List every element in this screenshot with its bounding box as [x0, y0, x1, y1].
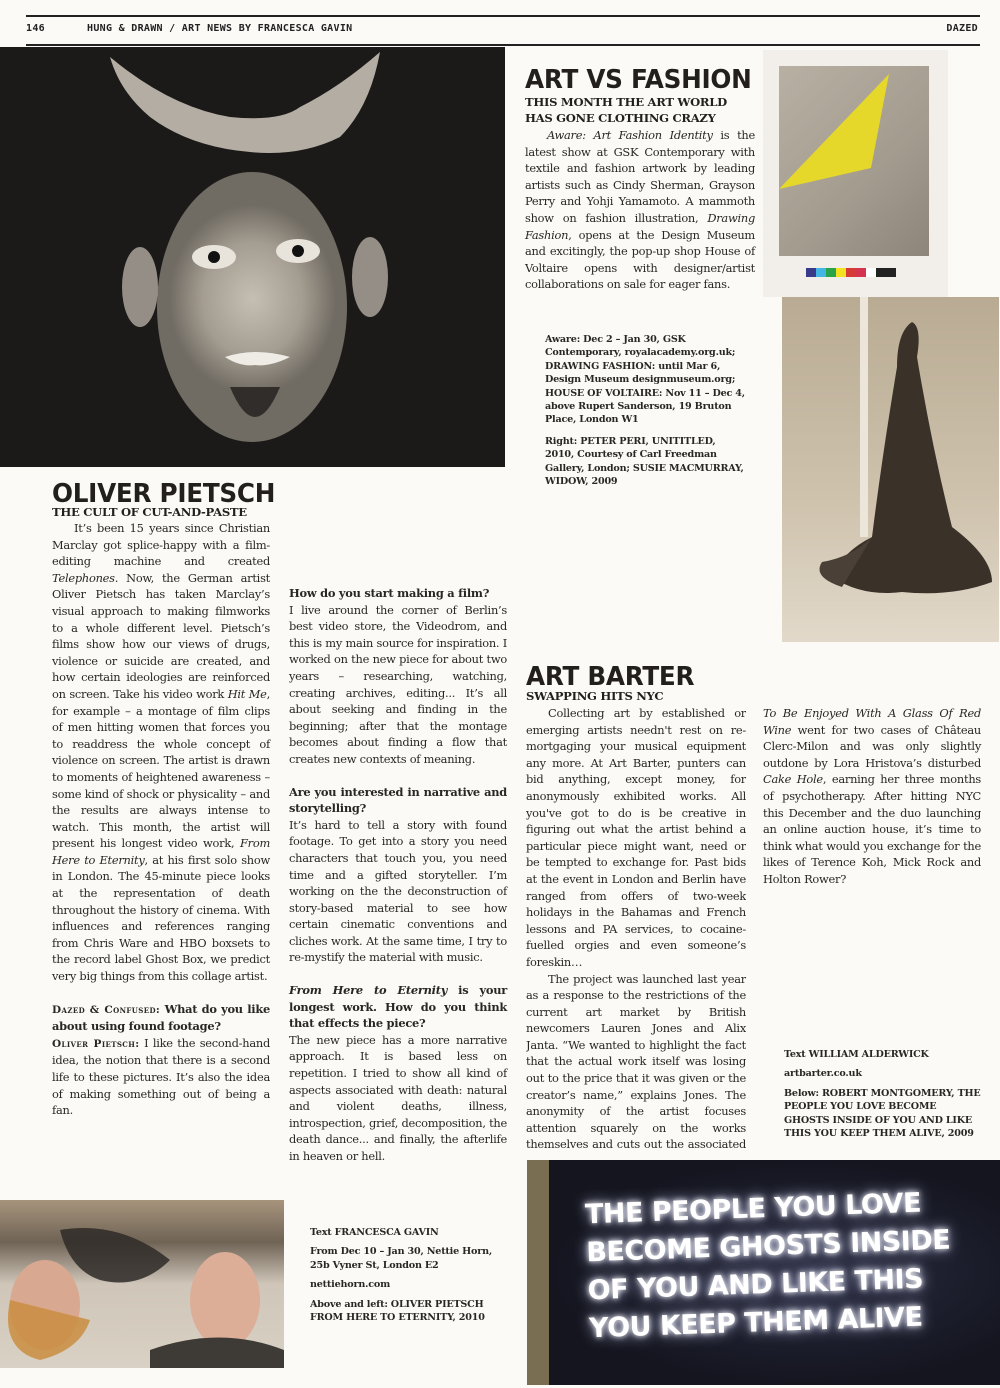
q1-speaker-label: Dazed & Confused:	[52, 1003, 161, 1016]
oliver-intro-4: , at his first solo show in London. The 45-minute piece looks at the representation of death throughout the history of cinema. With influences and references ranging from Chris Ware and HBO boxsets to the record label Ghost Box, we predict very big things from this collage artist.	[52, 852, 271, 984]
peri-artwork-photo	[763, 50, 948, 297]
widow-dress-photo	[782, 297, 999, 642]
fashion-italic-2: Drawing Fashion	[525, 210, 755, 242]
barter-italic-2: Cake Hole	[763, 772, 823, 787]
fashion-info	[545, 333, 745, 494]
oliver-intro-2: . Now, the German artist Oliver Pietsch has taken Marclay’s visual approach to making filmworks to a whole different level. Pietsch’s films show how our views of drugs, violence or suicide are created, and how certain ideologies are reinforced on screen. Take his video work	[52, 570, 270, 701]
feather-dress-shape	[782, 297, 999, 642]
fashion-italic-1: Aware: Art Fashion Identity	[547, 128, 713, 142]
barter-credits	[784, 1048, 984, 1146]
barter-paragraph-2b: went for two cases of Château Clerc-Milon and was only slightly outdone by Lora Hristova’s disturbed	[763, 722, 981, 770]
neon-artwork-photo	[527, 1160, 1000, 1385]
color-calibration-strip	[806, 268, 896, 277]
oliver-subtitle: THE CULT OF CUT-AND-PASTE	[52, 505, 247, 519]
a3-text: It’s hard to tell a story with found footage. To get into a story you need characters that touch you, you need time and a gifted storyteller. I’m working on the the deconstruction of story-based material to see how certain cinematic conventions and cliches work. At the same time, I try to re-mystify the material with music.	[289, 817, 507, 965]
oliver-intro-italic-3: From Here to Eternity	[52, 836, 270, 867]
fashion-caption: Right: PETER PERI, UNITITLED, 2010, Courtesy of Carl Freedman Gallery, London; SUSIE MACMURRAY, WIDOW, 2009	[545, 435, 744, 488]
barter-paragraph-2a: The project was launched last year as a response to the restrictions of the current art market by British newcomers Lauren Jones and Alix Janta. “We wanted to highlight the fact that the actual work itself was losing out to the price that it was given or the creator’s name,” explains Jones. The anonymity of the artist focuses attention squarely on the works themselves and cuts out the associated	[526, 971, 746, 1150]
barter-col2	[763, 705, 981, 888]
q4-italic: From Here to Eternity	[289, 983, 448, 998]
oliver-title: OLIVER PIETSCH	[52, 479, 276, 509]
barter-credit-website: artbarter.co.uk	[784, 1068, 862, 1080]
oliver-intro-1: It’s been 15 years since Christian Marclay got splice-happy with a film-editing machine and created	[52, 521, 270, 569]
q3-text: Are you interested in narrative and storytelling?	[289, 784, 507, 816]
oliver-credits	[310, 1226, 510, 1330]
oliver-credit-venue: From Dec 10 – Jan 30, Nettie Horn, 25b Vyner St, London E2	[310, 1246, 492, 1271]
fashion-text-2: , opens at the Design Museum and excitingly, the pop-up shop House of Voltaire opens with designer/artist collaborations on sale for eager fans.	[525, 227, 755, 292]
neon-line-2: BECOME GHOSTS INSIDE	[585, 1224, 951, 1269]
fashion-info-text: Aware: Dec 2 – Jan 30, GSK Contemporary, royalacademy.org.uk; DRAWING FASHION: until Mar 6, Design Museum designmuseum.org; HOUSE OF VOLTAIRE: Nov 11 – Dec 4, above Rupert Sanderson, 19 Bruton Place, London W1	[545, 334, 745, 426]
oliver-intro-italic-2: Hit Me	[227, 686, 267, 701]
barter-paragraph-2c: , earning her three months of psychotherapy. After hitting NYC this December and the duo launching an online auction house, it’s time to think what would you exchange for the likes of Terence Koh, Mick Rock and Holton Rower?	[763, 772, 981, 886]
yellow-triangle-shape	[779, 66, 929, 256]
oliver-intro-italic-1: Telephones	[52, 570, 115, 585]
barter-credit-caption: Below: ROBERT MONTGOMERY, THE PEOPLE YOU LOVE BECOME GHOSTS INSIDE OF YOU AND LIKE THIS YOU KEEP THEM ALIVE, 2009	[784, 1087, 981, 1140]
film-still-photo	[0, 1200, 284, 1368]
fashion-body	[525, 127, 755, 293]
q2-text: How do you start making a film?	[289, 586, 490, 600]
a2-text: I live around the corner of Berlin’s best video store, the Videodrom, and this is my main source for inspiration. I worked on the new piece for about two years – researching, watching, creating archives, editing... It’s all about seeking and finding in the beginning; after that the montage becomes about finding a flow that creates new contexts of meaning.	[289, 602, 507, 766]
upside-down-women-illustration	[0, 1200, 284, 1368]
neon-line-3: OF YOU AND LIKE THIS	[587, 1263, 924, 1307]
q4-text: is your longest work. How do you think that effects the piece?	[289, 983, 508, 1031]
main-portrait-photo	[0, 47, 505, 467]
oliver-intro-3: , for example – a montage of film clips of men hitting women that forces you to readdress the whole concept of violence on screen. The artist is drawn to moments of heightened awareness – some kind of shock or physicality – and the results are always intense to watch. This month, the artist will present his longest video work,	[52, 686, 270, 851]
oliver-credit-text: Text FRANCESCA GAVIN	[310, 1227, 439, 1238]
a1-speaker-label: Oliver Pietsch:	[52, 1037, 140, 1050]
barter-italic-1: To Be Enjoyed With A Glass Of Red Wine	[763, 706, 981, 737]
neon-text	[584, 1184, 953, 1349]
fashion-text-1: is the latest show at GSK Contemporary with textile and fashion artwork by leading artists such as Cindy Sherman, Grayson Perry and Yohji Yamamoto. A mammoth show on fashion illustration,	[525, 128, 755, 225]
oliver-interview-col2	[289, 585, 507, 1165]
barter-paragraph-1: Collecting art by established or emerging artists needn't rest on re-mortgaging your musical equipment any more. At Art Barter, punters can bid anything, except money, for anonymously exhibited works. All you've got to do is be creative in figuring out what the artist behind a particular piece might want, need or be tempted to exchange for. Past bids at the event in London and Berlin have ranged from offers of two-week holidays in the Bahamas and French lessons and PA services, to cocaine-fuelled orgies and even someone’s foreskin…	[526, 706, 746, 969]
devil-face-illustration	[0, 47, 505, 467]
a4-text: The new piece has a more narrative approach. It is based less on repetition. I tried to show all kind of aspects associated with death: natural and violent deaths, illness, introspection, grief, decomposition, the death dance... and finally, the afterlife in heaven or hell.	[289, 1032, 507, 1163]
page-number: 146	[26, 23, 45, 34]
header-rule-top	[26, 15, 980, 17]
q1-text: What do you like about using found footage?	[52, 1001, 270, 1034]
oliver-credit-caption: Above and left: OLIVER PIETSCH FROM HERE TO ETERNITY, 2010	[310, 1298, 485, 1324]
header-rule-bottom	[26, 44, 980, 46]
barter-col1	[526, 705, 746, 1150]
magazine-name: DAZED	[946, 23, 978, 34]
barter-title: ART BARTER	[526, 662, 695, 692]
fashion-title: ART VS FASHION	[525, 65, 752, 95]
barter-subtitle: SWAPPING HITS NYC	[526, 689, 664, 703]
neon-line-1: THE PEOPLE YOU LOVE	[584, 1187, 922, 1231]
fashion-subtitle: THIS MONTH THE ART WORLD HAS GONE CLOTHING CRAZY	[525, 95, 727, 125]
a1-text: I like the second-hand idea, the notion that there is a second life to these pictures. It’s also the idea of making something out of being a fan.	[52, 1035, 270, 1118]
oliver-intro	[52, 520, 270, 1119]
neon-line-4: YOU KEEP THEM ALIVE	[588, 1301, 923, 1345]
section-title: HUNG & DRAWN / ART NEWS BY FRANCESCA GAVIN	[87, 23, 353, 34]
wall-light-strip	[860, 297, 868, 537]
barter-credit-text: Text WILLIAM ALDERWICK	[784, 1049, 929, 1060]
oliver-credit-website: nettiehorn.com	[310, 1279, 391, 1291]
